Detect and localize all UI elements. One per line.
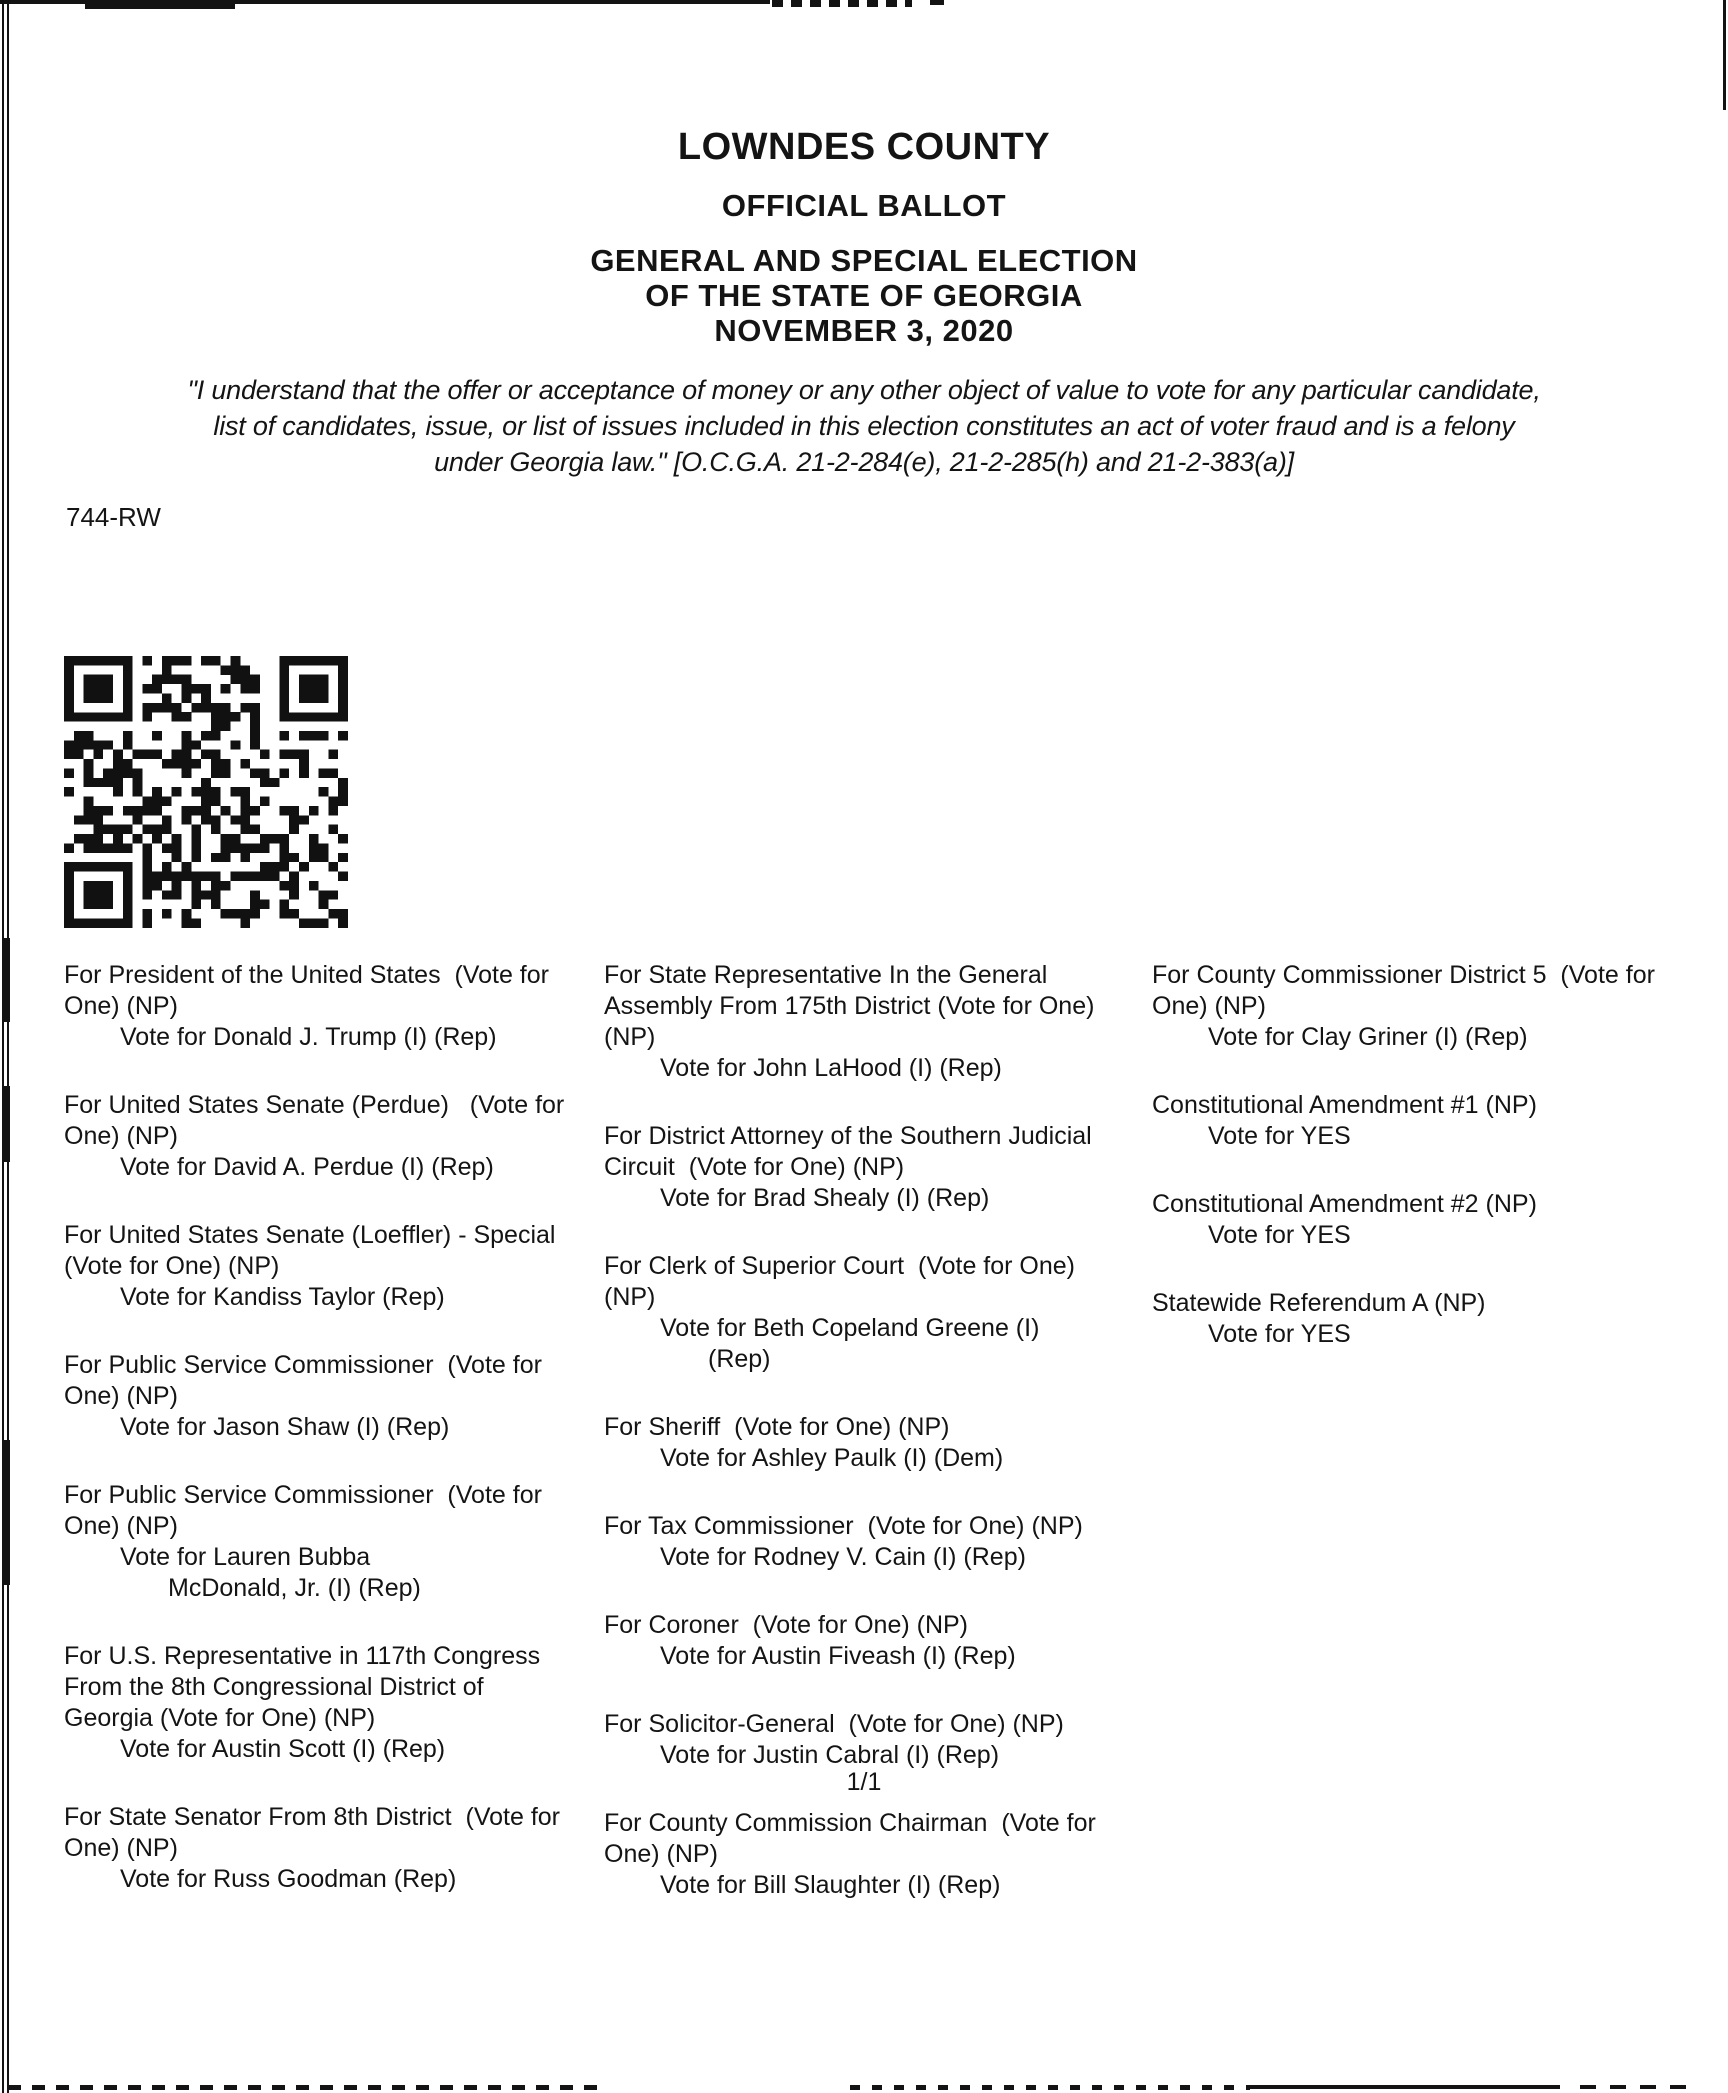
contest-title: For Tax Commissioner (Vote for One) (NP) xyxy=(604,1512,1083,1540)
contest-title: Constitutional Amendment #1 (NP) xyxy=(1152,1091,1537,1119)
disclaimer-line: under Georgia law." [O.C.G.A. 21-2-284(e), 21-2-285(h) and 21-2-383(a)] xyxy=(434,447,1294,477)
vote-result-line: Vote for Jason Shaw (I) (Rep) xyxy=(120,1413,450,1441)
contest-item xyxy=(64,1350,572,1443)
vote-result-line: Vote for Rodney V. Cain (I) (Rep) xyxy=(660,1543,1026,1571)
vote-result-line: Vote for Kandiss Taylor (Rep) xyxy=(120,1283,445,1311)
contest-item xyxy=(604,1709,1126,1771)
contest-title: For Public Service Commissioner (Vote for One) (NP) xyxy=(64,1351,549,1410)
contest-item xyxy=(64,1641,572,1765)
contest-title: Constitutional Amendment #2 (NP) xyxy=(1152,1190,1537,1218)
contest-title: For County Commissioner District 5 (Vote for One) (NP) xyxy=(1152,961,1662,1020)
ballot-style-code: 744-RW xyxy=(66,502,161,532)
contest-item xyxy=(64,1802,572,1895)
disclaimer-line: list of candidates, issue, or list of issues included in this election constitutes an act of voter fraud and is a felony xyxy=(213,411,1515,441)
contest-title: For President of the United States (Vote for One) (NP) xyxy=(64,961,556,1020)
ballot-subtitle: OFFICIAL BALLOT xyxy=(721,188,1007,223)
contest-item xyxy=(64,960,572,1053)
vote-result-line: Vote for Austin Scott (I) (Rep) xyxy=(120,1735,446,1763)
contest-title: For Public Service Commissioner (Vote for One) (NP) xyxy=(64,1481,549,1540)
vote-result-line: Vote for Bill Slaughter (I) (Rep) xyxy=(660,1871,1001,1899)
contest-title: For County Commission Chairman (Vote for One) (NP) xyxy=(604,1809,1103,1868)
vote-result-line: Vote for Austin Fiveash (I) (Rep) xyxy=(660,1642,1016,1670)
fraud-disclaimer xyxy=(0,372,1728,480)
contest-title: For Sheriff (Vote for One) (NP) xyxy=(604,1413,950,1441)
contest-item xyxy=(1152,960,1700,1053)
vote-result-line: Vote for Russ Goodman (Rep) xyxy=(120,1865,457,1893)
scan-artifact-top-blob xyxy=(85,0,235,9)
contest-item xyxy=(1152,1090,1700,1152)
vote-result-line: Vote for John LaHood (I) (Rep) xyxy=(660,1054,1002,1082)
contest-title: For United States Senate (Loeffler) - Special (Vote for One) (NP) xyxy=(64,1221,570,1280)
contest-item xyxy=(1152,1288,1700,1350)
scan-artifact-left-segment xyxy=(4,1086,10,1162)
scan-artifact-left-segment xyxy=(4,938,10,1022)
scan-artifact-bottom-dashes xyxy=(850,2085,1250,2090)
vote-result-line: Vote for Brad Shealy (I) (Rep) xyxy=(660,1184,990,1212)
contest-title: For State Representative In the General Assembly From 175th District (Vote for One) (NP) xyxy=(604,961,1102,1051)
vote-result-line: Vote for Ashley Paulk (I) (Dem) xyxy=(660,1444,1004,1472)
contest-title: For Clerk of Superior Court (Vote for One) (NP) xyxy=(604,1252,1082,1311)
vote-result-line: Vote for Donald J. Trump (I) (Rep) xyxy=(120,1023,497,1051)
contest-item xyxy=(1152,1189,1700,1251)
county-title: LOWNDES COUNTY xyxy=(677,126,1051,168)
contest-title: For District Attorney of the Southern Judicial Circuit (Vote for One) (NP) xyxy=(604,1122,1099,1181)
scan-artifact-top-tick xyxy=(930,0,944,5)
contest-title: For United States Senate (Perdue) (Vote for One) (NP) xyxy=(64,1091,572,1150)
page-number: 1/1 xyxy=(846,1768,882,1796)
contest-item xyxy=(64,1220,572,1313)
contest-title: For Coroner (Vote for One) (NP) xyxy=(604,1611,969,1639)
vote-result-line: McDonald, Jr. (I) (Rep) xyxy=(168,1574,421,1602)
disclaimer-line: "I understand that the offer or acceptance of money or any other object of value to vote for any particular candidate, xyxy=(187,375,1541,405)
vote-result-line: Vote for YES xyxy=(1208,1221,1351,1249)
vote-result-line: Vote for Lauren Bubba xyxy=(120,1543,371,1571)
ballot-column xyxy=(1152,960,1700,1387)
scan-artifact-top-dashes xyxy=(772,0,912,7)
vote-result-line: (Rep) xyxy=(708,1345,771,1373)
election-line: GENERAL AND SPECIAL ELECTION xyxy=(590,243,1138,278)
contest-title: Statewide Referendum A (NP) xyxy=(1152,1289,1486,1317)
contest-item xyxy=(604,1251,1126,1375)
contest-item xyxy=(64,1480,572,1604)
contest-item xyxy=(604,1121,1126,1214)
contest-title: For State Senator From 8th District (Vote for One) (NP) xyxy=(64,1803,567,1862)
contest-item xyxy=(604,1808,1126,1901)
contest-title: For Solicitor-General (Vote for One) (NP) xyxy=(604,1710,1064,1738)
election-line: NOVEMBER 3, 2020 xyxy=(714,313,1014,348)
contest-item xyxy=(604,1511,1126,1573)
vote-result-line: Vote for Clay Griner (I) (Rep) xyxy=(1208,1023,1528,1051)
vote-result-line: Vote for YES xyxy=(1208,1122,1351,1150)
scan-artifact-bottom-line xyxy=(1250,2085,1560,2089)
qr-code xyxy=(64,656,348,928)
scan-artifact-left-segment xyxy=(4,1440,10,1585)
vote-result-line: Vote for David A. Perdue (I) (Rep) xyxy=(120,1153,494,1181)
vote-result-line: Vote for Justin Cabral (I) (Rep) xyxy=(660,1741,1000,1769)
contest-item xyxy=(604,1412,1126,1474)
scan-artifact-bottom-dashes xyxy=(1580,2085,1700,2089)
contest-item xyxy=(64,1090,572,1183)
scan-artifact-right-edge xyxy=(1723,0,1726,110)
vote-result-line: Vote for Beth Copeland Greene (I) xyxy=(660,1314,1040,1342)
vote-result-line: Vote for YES xyxy=(1208,1320,1351,1348)
contest-item xyxy=(604,960,1126,1084)
contest-title: For U.S. Representative in 117th Congress From the 8th Congressional District of Georgia (Vote for One) (NP) xyxy=(64,1642,548,1732)
scan-artifact-bottom-dashes xyxy=(8,2085,600,2090)
contest-item xyxy=(604,1610,1126,1672)
election-title xyxy=(0,243,1728,348)
election-line: OF THE STATE OF GEORGIA xyxy=(645,278,1083,313)
